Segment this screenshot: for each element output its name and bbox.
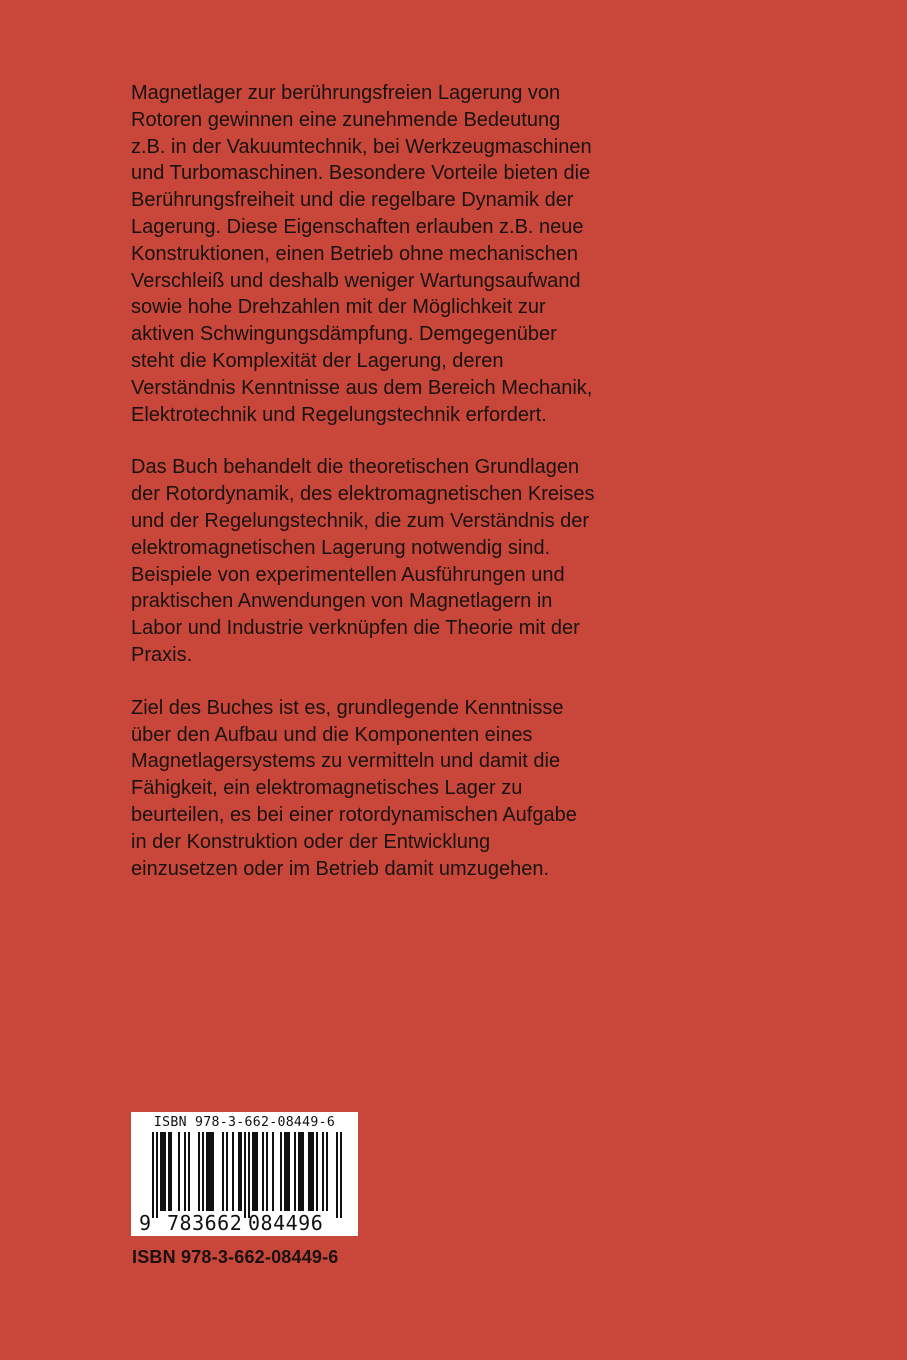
isbn-text: ISBN 978-3-662-08449-6 — [132, 1247, 339, 1267]
barcode-bar — [168, 1132, 170, 1211]
blurb-paragraph-2: Das Buch behandelt die theoretischen Grundlagen der Rotordynamik, des elektromagnetischen Kreises und der Regelungstechnik, die zum Verständnis der elektromagnetischen Lagerung notwendig sind. Beispiele von experimentellen Ausführungen und praktischen Anwendungen von Magnetlagern in Labor und Industrie verknüpfen die Theorie mit der Praxis. — [131, 456, 595, 666]
barcode-bar — [256, 1132, 258, 1211]
barcode-bar — [280, 1132, 282, 1211]
barcode-bar — [188, 1132, 190, 1211]
barcode-bar — [316, 1132, 318, 1211]
barcode-bar — [326, 1132, 328, 1211]
barcode-isbn-label: ISBN 978-3-662-08449-6 — [153, 1115, 336, 1130]
barcode-digits — [131, 1211, 358, 1236]
barcode-bar — [198, 1132, 200, 1211]
barcode-bar — [298, 1132, 300, 1211]
barcode-bar — [288, 1132, 290, 1211]
barcode-guard-bar — [340, 1132, 342, 1218]
barcode-bar — [170, 1132, 172, 1211]
barcode-bar — [184, 1132, 186, 1211]
barcode-bar — [160, 1132, 162, 1211]
barcode-bar — [208, 1132, 210, 1211]
barcode-bar — [286, 1132, 288, 1211]
barcode-bar — [164, 1132, 166, 1211]
blurb-paragraph-1: Magnetlager zur berührungsfreien Lagerung von Rotoren gewinnen eine zunehmende Bedeutung z.B. in der Vakuumtechnik, bei Werkzeugmaschinen und Turbomaschinen. Besondere Vorteile bieten die Berührungsfreiheit und die regelbare Dynamik der Lagerung. Diese Eigenschaften erlauben z.B. neue Konstruktionen, einen Betrieb ohne mechanischen Verschleiß und deshalb weniger Wartungsaufwand sowie hohe Drehzahlen mit der Möglichkeit zur aktiven Schwingungsdämpfung. Demgegenüber steht die Komplexität der Lagerung, deren Verständnis Kenntnisse aus dem Bereich Mechanik, Elektrotechnik und Regelungstechnik erfordert. — [131, 82, 593, 426]
barcode-bar — [212, 1132, 214, 1211]
barcode-bar — [222, 1132, 224, 1211]
barcode-guard-bar — [336, 1132, 338, 1218]
barcode-guard-bar — [244, 1132, 246, 1218]
barcode-bar — [202, 1132, 204, 1211]
barcode-bar — [294, 1132, 296, 1211]
barcode-digit-first: 9 — [139, 1211, 152, 1235]
barcode-bar — [162, 1132, 164, 1211]
barcode-bar — [226, 1132, 228, 1211]
barcode-guard-bar — [156, 1132, 158, 1218]
barcode-digits-right: 084496 — [248, 1211, 324, 1235]
blurb-paragraph-3: Ziel des Buches ist es, grundlegende Kenntnisse über den Aufbau und die Komponenten eines Magnetlagersystems zu vermitteln und damit die Fähigkeit, ein elektromagnetisches Lager zu beurteilen, es bei einer rotordynamischen Aufgabe in der Konstruktion oder der Entwicklung einzusetzen oder im Betrieb damit umzugehen. — [131, 696, 577, 880]
barcode-guard-bar — [152, 1132, 154, 1218]
barcode-guard-bar — [248, 1132, 250, 1218]
barcode-bar — [240, 1132, 242, 1211]
barcode-bar — [210, 1132, 212, 1211]
barcode-bar — [272, 1132, 274, 1211]
barcode-bar — [312, 1132, 314, 1211]
barcode-bar — [300, 1132, 302, 1211]
barcode-bar — [238, 1132, 240, 1211]
barcode-bar — [284, 1132, 286, 1211]
barcode-bar — [262, 1132, 264, 1211]
barcode-bar — [252, 1132, 254, 1211]
barcode-bar — [254, 1132, 256, 1211]
barcode-bar — [322, 1132, 324, 1211]
barcode-bar — [232, 1132, 234, 1211]
blurb-text — [131, 80, 651, 882]
barcode-bar — [302, 1132, 304, 1211]
barcode-bar — [308, 1132, 310, 1211]
barcode-bar — [310, 1132, 312, 1211]
barcode-digits-left: 783662 — [167, 1211, 243, 1235]
barcode-bar — [178, 1132, 180, 1211]
barcode-bar — [206, 1132, 208, 1211]
barcode-bar — [266, 1132, 268, 1211]
